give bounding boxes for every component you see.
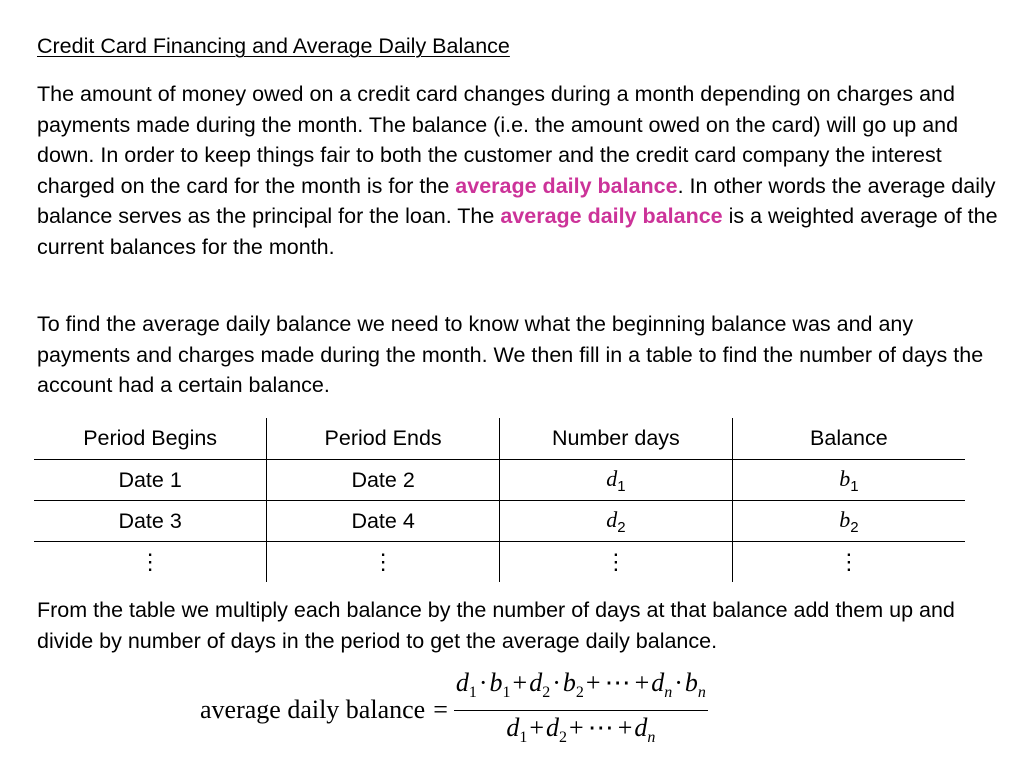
table-continuation-row [34, 542, 965, 583]
header-number-days: Number days [500, 418, 733, 460]
intro-paragraph [37, 79, 1012, 263]
formula-lhs: average daily balance [200, 695, 426, 724]
cell-number-days [500, 501, 733, 542]
table-row [34, 501, 965, 542]
table-header-row [34, 418, 965, 460]
days-variable: d [606, 506, 618, 532]
days-subscript: 1 [617, 477, 626, 495]
formula-numerator: $d_1\cdot b_1+d_2\cdot b_2+$ ⋯ $+d_n\cdot b_n$ [455, 667, 706, 701]
intro-text-a: The amount of money owed on a credit card changes during a month depending on charges and payments made during the month. The balance (i.e. the amount owed on the card) will go up and down. In order to keep things fair to both the customer and the credit card company the interest charged on the card for the month is for the [37, 82, 959, 198]
days-variable: d [606, 465, 618, 491]
intro-text-b: . In other words the average daily balance serves as the principal for the loan. The [37, 173, 996, 229]
continuation-dots: ⋮ [732, 542, 965, 583]
balance-table [34, 418, 965, 582]
page-title: Credit Card Financing and Average Daily Balance [37, 34, 510, 58]
summary-paragraph: From the table we multiply each balance by the number of days at that balance add them up and divide by number of days in the period to get the average daily balance. [37, 598, 955, 653]
balance-variable: b [839, 506, 851, 532]
method-paragraph: To find the average daily balance we need to know what the beginning balance was and any payments and charges made during the month. We then fill in a table to find the number of days the account had a certain balance. [37, 312, 984, 398]
highlight-term: average daily balance [500, 204, 723, 229]
balance-subscript: 2 [850, 518, 859, 536]
days-subscript: 2 [617, 518, 626, 536]
cell-period-ends: Date 4 [267, 501, 500, 542]
header-balance: Balance [732, 418, 965, 460]
formula-fraction [454, 666, 708, 755]
cell-period-ends: Date 2 [267, 460, 500, 501]
cell-period-begins: Date 3 [34, 501, 267, 542]
continuation-dots: ⋮ [139, 548, 162, 574]
continuation-dots: ⋮ [267, 542, 500, 583]
balance-subscript: 1 [850, 477, 859, 495]
continuation-dots: ⋮ [500, 542, 733, 583]
formula-denominator: $d_1+d_2+$ ⋯ $+d_n$ [506, 712, 656, 746]
cell-balance [732, 460, 965, 501]
header-period-ends: Period Ends [267, 418, 500, 460]
cell-period-begins: Date 1 [34, 460, 267, 501]
cell-number-days [500, 460, 733, 501]
header-period-begins: Period Begins [34, 418, 267, 460]
formula-equals: = [433, 695, 448, 724]
highlight-term: average daily balance [455, 173, 678, 198]
table-row [34, 460, 965, 501]
average-daily-balance-formula [200, 667, 708, 748]
intro-text-c: is a weighted average of the current balances for the month. [37, 204, 998, 259]
balance-variable: b [839, 465, 851, 491]
cell-balance [732, 501, 965, 542]
